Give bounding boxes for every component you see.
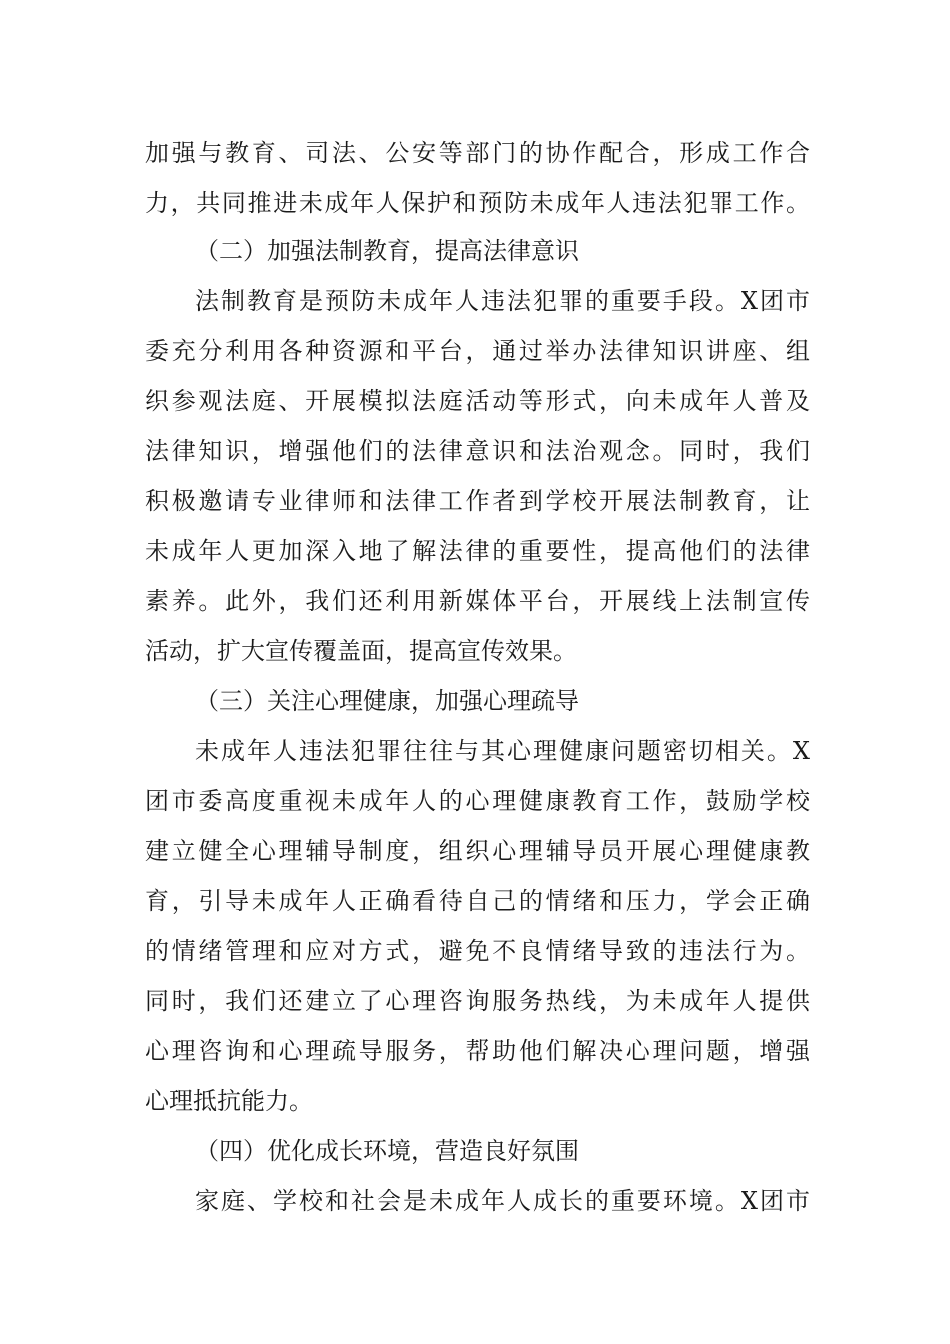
paragraph-line: 的情绪管理和应对方式，避免不良情绪导致的违法行为。 [145, 937, 810, 965]
paragraph-line: 力，共同推进未成年人保护和预防未成年人违法犯罪工作。 [145, 189, 810, 217]
paragraph-line: 活动，扩大宣传覆盖面，提高宣传效果。 [145, 637, 577, 665]
paragraph-line: 素养。此外，我们还利用新媒体平台，开展线上法制宣传 [145, 587, 810, 615]
paragraph-line: 心理抵抗能力。 [145, 1087, 313, 1115]
paragraph-line: 心理咨询和心理疏导服务，帮助他们解决心理问题，增强 [145, 1037, 810, 1065]
paragraph-line: 育，引导未成年人正确看待自己的情绪和压力，学会正确 [145, 887, 810, 915]
paragraph-line: 加强与教育、司法、公安等部门的协作配合，形成工作合 [145, 139, 810, 167]
paragraph-line: 同时，我们还建立了心理咨询服务热线，为未成年人提供 [145, 987, 810, 1015]
paragraph-line: 未成年人更加深入地了解法律的重要性，提高他们的法律 [145, 537, 810, 565]
section-heading: （三）关注心理健康，加强心理疏导 [195, 687, 579, 715]
paragraph-line: 家庭、学校和社会是未成年人成长的重要环境。X团市 [195, 1187, 810, 1215]
paragraph-line: 未成年人违法犯罪往往与其心理健康问题密切相关。X [195, 737, 810, 765]
section-heading: （四）优化成长环境，营造良好氛围 [195, 1137, 579, 1165]
paragraph-line: 委充分利用各种资源和平台，通过举办法律知识讲座、组 [145, 337, 810, 365]
paragraph-line: 法制教育是预防未成年人违法犯罪的重要手段。X团市 [195, 287, 810, 315]
paragraph-line: 法律知识，增强他们的法律意识和法治观念。同时，我们 [145, 437, 810, 465]
paragraph-line: 建立健全心理辅导制度，组织心理辅导员开展心理健康教 [145, 837, 810, 865]
paragraph-line: 积极邀请专业律师和法律工作者到学校开展法制教育，让 [145, 487, 810, 515]
section-heading: （二）加强法制教育，提高法律意识 [195, 237, 579, 265]
paragraph-line: 团市委高度重视未成年人的心理健康教育工作，鼓励学校 [145, 787, 810, 815]
paragraph-line: 织参观法庭、开展模拟法庭活动等形式，向未成年人普及 [145, 387, 810, 415]
